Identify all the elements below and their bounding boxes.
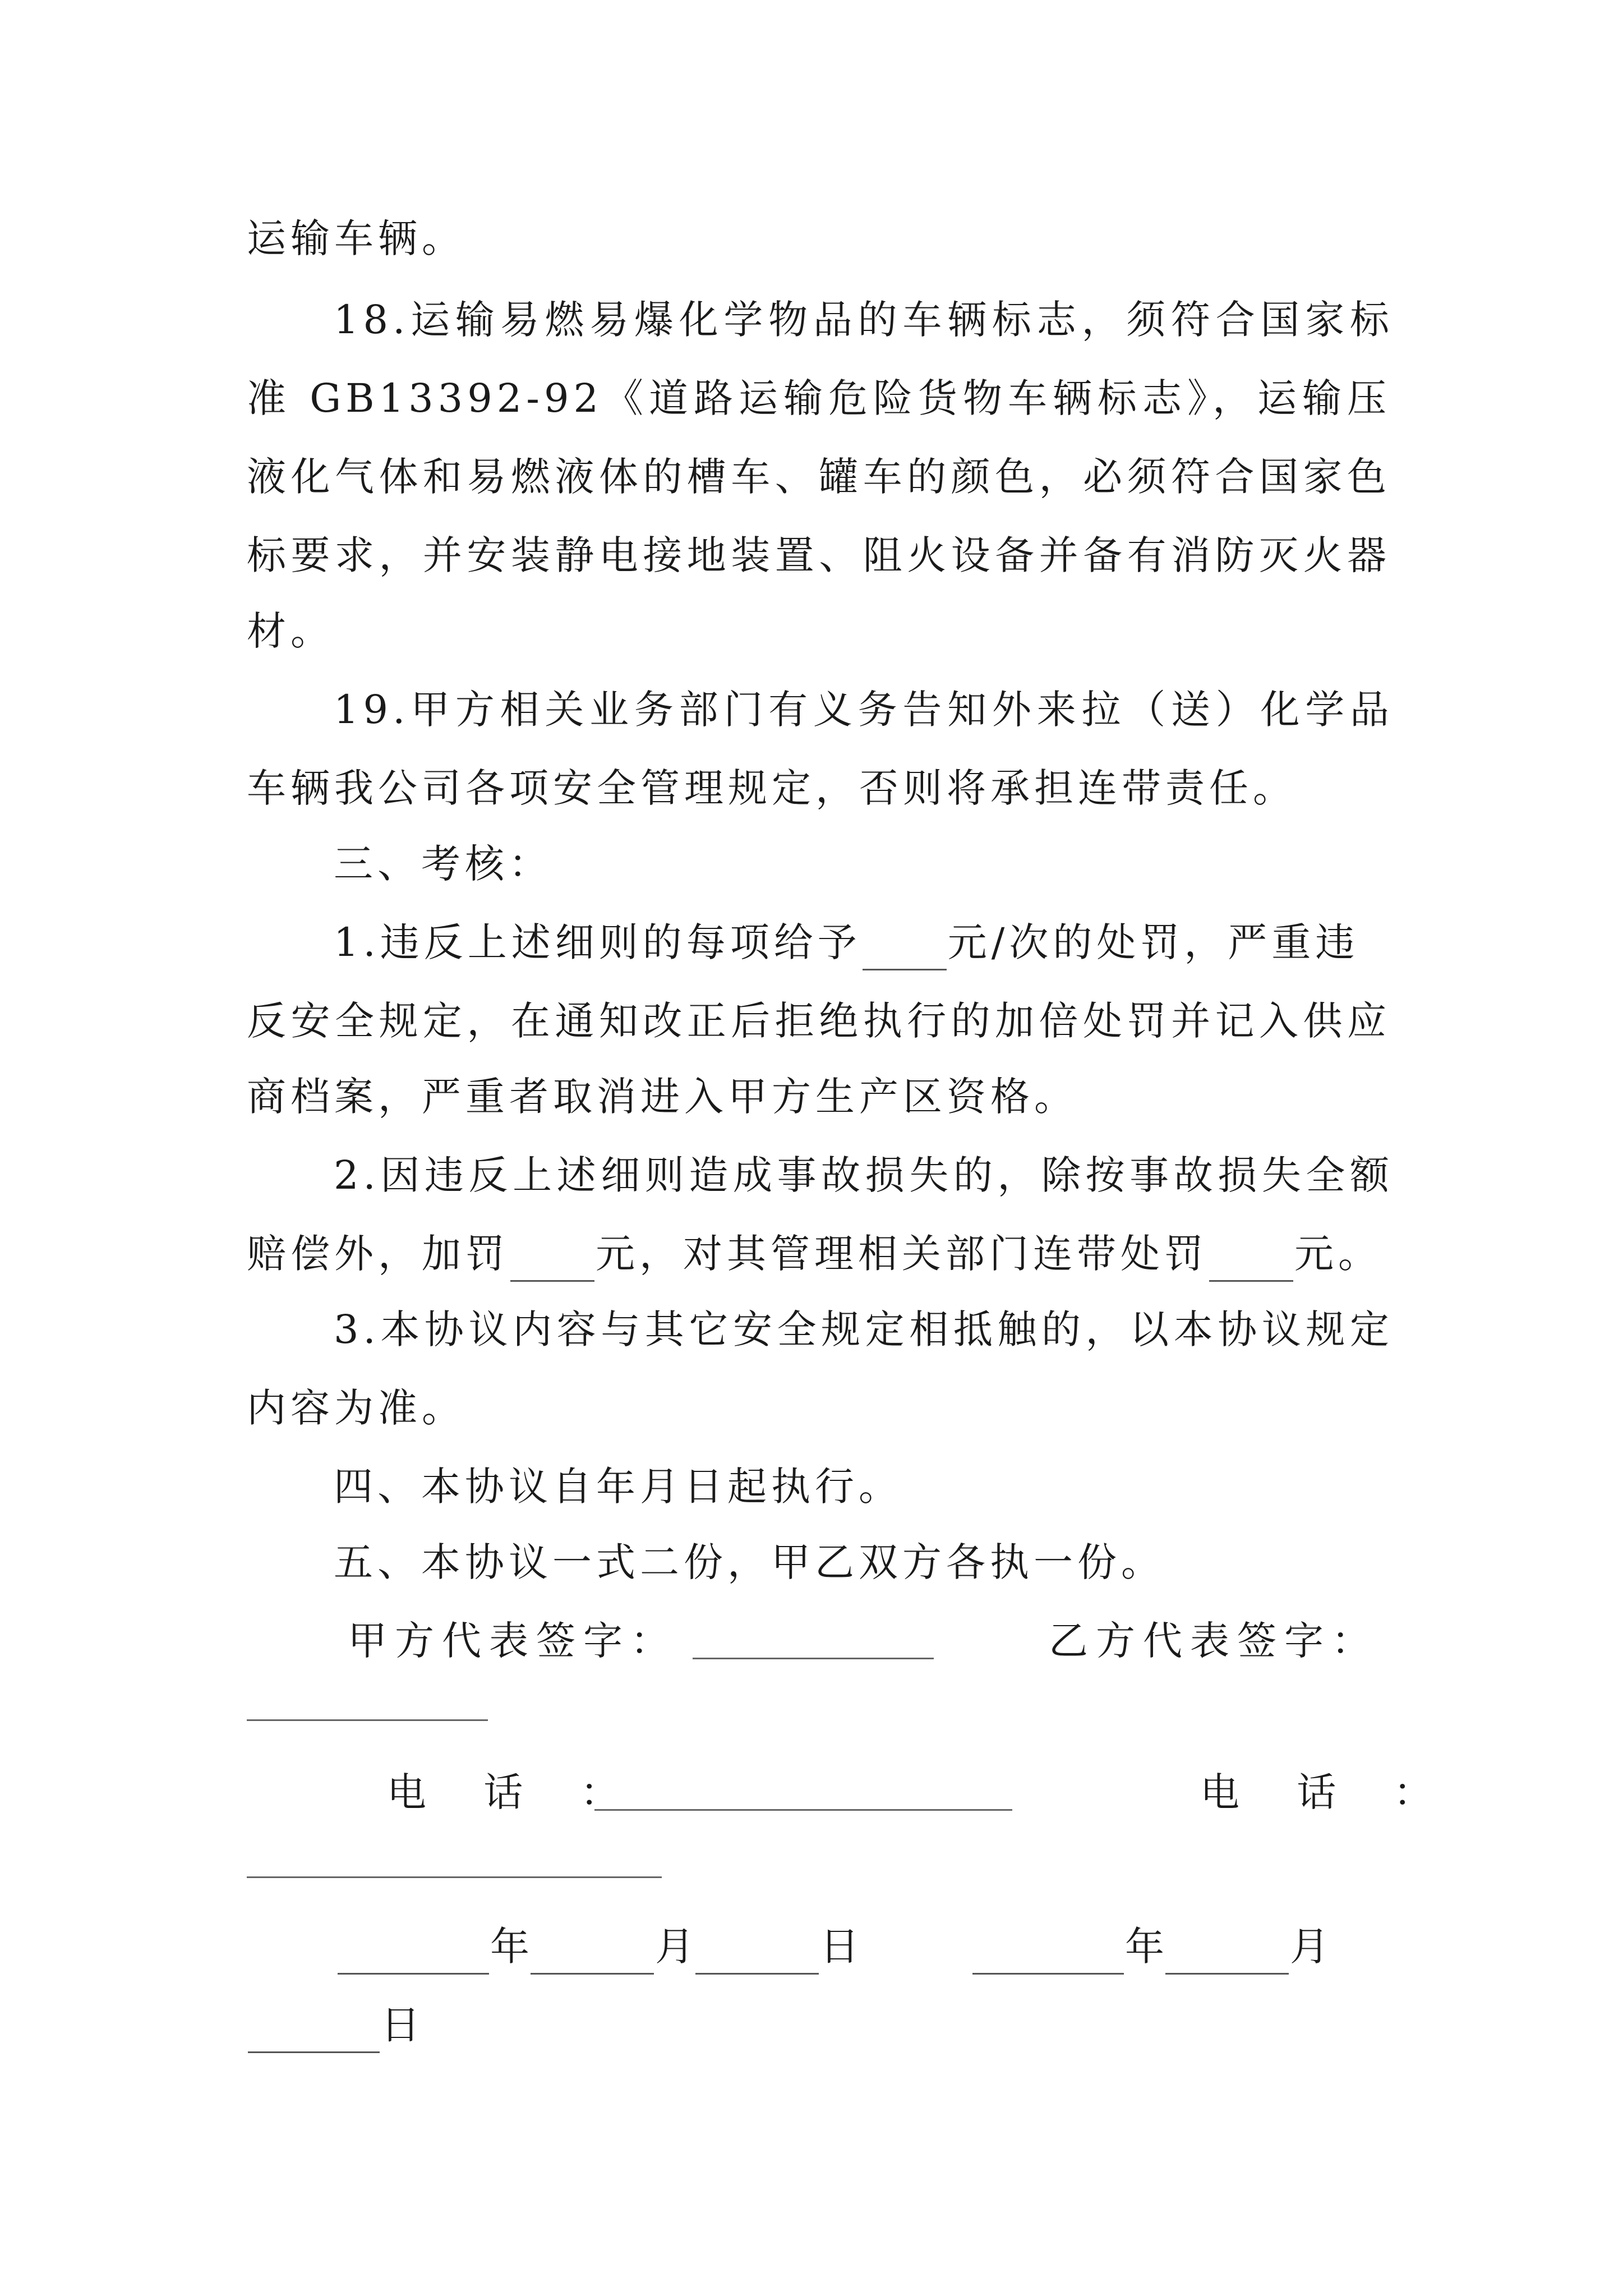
clause-effective-date: 四、本协议自年月日起执行。 bbox=[334, 1464, 902, 1510]
party-b-month-blank bbox=[1165, 1934, 1289, 1975]
text-line: 反安全规定，在通知改正后拒绝执行的加倍处罚并记入供应 bbox=[247, 998, 1391, 1044]
party-b-signature-line bbox=[247, 1719, 488, 1721]
text-line: 19.甲方相关业务部门有义务告知外来拉（送）化学品 bbox=[334, 687, 1394, 733]
date-row bbox=[336, 1918, 1402, 1975]
party-a-signature-label: 甲方代表签字： bbox=[348, 1618, 677, 1664]
text-line: 准 GB13392-92《道路运输危险货物车辆标志》，运输压 bbox=[247, 375, 1391, 421]
party-a-phone-label: 电 话 ： bbox=[387, 1769, 642, 1815]
text-line: 18.运输易燃易爆化学物品的车辆标志，须符合国家标 bbox=[334, 297, 1394, 343]
fine-amount-blank bbox=[863, 930, 947, 970]
section-heading: 三、考核： bbox=[334, 841, 552, 887]
date-row-cont bbox=[247, 1997, 1391, 2053]
department-penalty-blank bbox=[1209, 1241, 1293, 1282]
text-line: 车辆我公司各项安全管理规定，否则将承担连带责任。 bbox=[247, 765, 1297, 811]
party-b-phone-label: 电 话 ： bbox=[1200, 1769, 1455, 1815]
party-a-phone-line bbox=[594, 1809, 1012, 1811]
text-line: 标要求，并安装静电接地装置、阻火设备并备有消防灭火器 bbox=[247, 532, 1391, 578]
clause-copies: 五、本协议一式二份，甲乙双方各执一份。 bbox=[334, 1539, 1165, 1585]
year-label: 年 bbox=[1125, 1924, 1164, 1970]
text-line: 内容为准。 bbox=[247, 1385, 465, 1431]
text-line: 3.本协议内容与其它安全规定相抵触的，以本协议规定 bbox=[334, 1306, 1394, 1352]
text-line bbox=[334, 914, 1394, 970]
item1-text-cont: 元/次的处罚，严重违 bbox=[947, 919, 1359, 965]
text-line: 液化气体和易燃液体的槽车、罐车的颜色，必须符合国家色 bbox=[247, 454, 1391, 500]
item2-text: 赔偿外，加罚 bbox=[247, 1231, 509, 1277]
day-label: 日 bbox=[381, 2002, 420, 2048]
item2-text-cont: 元，对其管理相关部门连带处罚 bbox=[596, 1231, 1208, 1277]
text-line bbox=[247, 1226, 1391, 1282]
party-b-phone-line bbox=[247, 1876, 662, 1878]
month-label: 月 bbox=[655, 1924, 694, 1970]
month-label: 月 bbox=[1290, 1924, 1329, 1970]
party-b-year-blank bbox=[972, 1934, 1124, 1975]
party-a-year-blank bbox=[338, 1934, 489, 1975]
text-line: 材。 bbox=[247, 608, 334, 654]
item1-text: 1.违反上述细则的每项给予 bbox=[334, 919, 861, 965]
party-a-day-blank bbox=[695, 1934, 819, 1975]
party-b-signature-label: 乙方代表签字： bbox=[1049, 1618, 1378, 1664]
party-a-signature-line bbox=[693, 1658, 934, 1659]
party-b-day-blank bbox=[248, 2012, 380, 2053]
year-label: 年 bbox=[490, 1924, 529, 1970]
text-line: 运输车辆。 bbox=[247, 215, 465, 261]
party-a-month-blank bbox=[531, 1934, 654, 1975]
text-line: 商档案，严重者取消进入甲方生产区资格。 bbox=[247, 1074, 1078, 1120]
text-line: 2.因违反上述细则造成事故损失的，除按事故损失全额 bbox=[334, 1152, 1394, 1198]
day-label: 日 bbox=[820, 1924, 859, 1970]
item2-text-end: 元。 bbox=[1294, 1231, 1382, 1277]
penalty-amount-blank bbox=[510, 1241, 594, 1282]
